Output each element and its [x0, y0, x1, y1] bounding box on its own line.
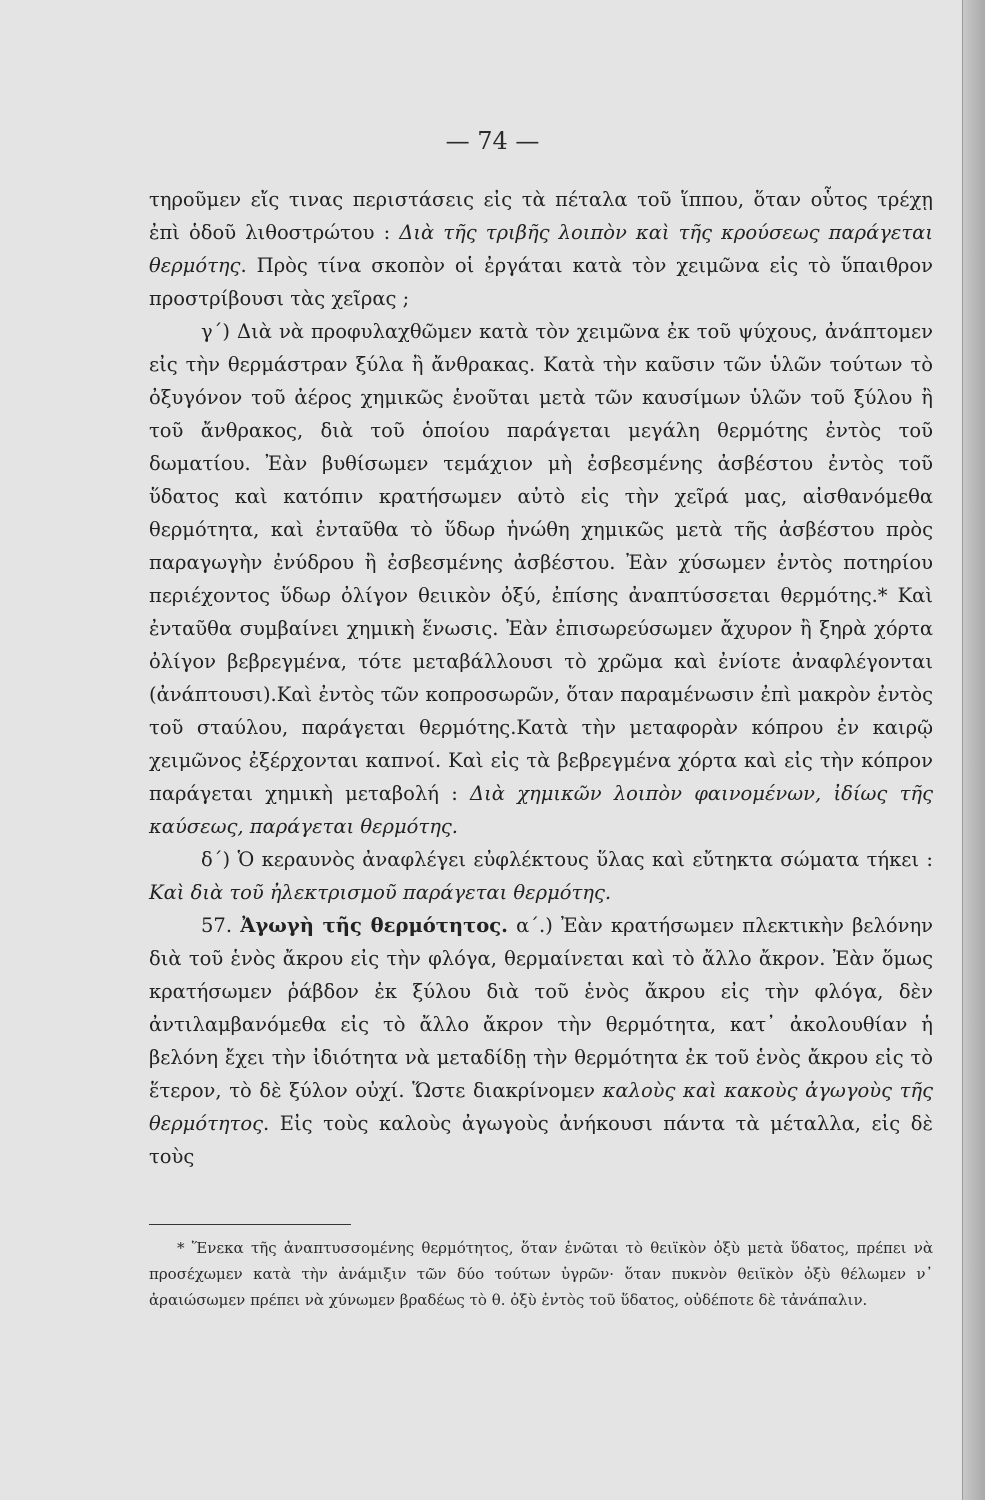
paragraph-2: [149, 315, 933, 843]
paragraph-4-text-end: . Εἰς τοὺς καλοὺς ἀγωγοὺς ἀνήκουσι πάντα τὰ μέταλλα, εἰς δὲ τοὺς: [149, 1112, 933, 1168]
section-number: 57.: [201, 914, 241, 937]
paragraph-2-italic: Διὰ χημικῶν λοιπὸν φαινομένων, ἰδίως τῆς καύσεως, παράγεται θερμότης.: [149, 782, 933, 838]
paragraph-3: [149, 843, 933, 909]
paragraph-4-italic: καλοὺς καὶ κακοὺς ἀγωγοὺς τῆς θερμότητος: [149, 1079, 933, 1135]
page-edge-shadow: [962, 0, 985, 1500]
paragraph-1-italic: Διὰ τῆς τριβῆς λοιπὸν καὶ τῆς κρούσεως παράγεται θερμότης: [149, 221, 933, 277]
footnote-divider: [149, 1224, 351, 1225]
footnote: * Ἕνεκα τῆς ἀναπτυσσομένης θερμότητος, ὅταν ἑνῶται τὸ θειϊκὸν ὀξὺ μετὰ ὕδατος, πρέπει νὰ προσέχωμεν κατὰ τὴν ἀνάμιξιν τῶν δύο τούτων ὑγρῶν· ὅταν πυκνὸν θειϊκὸν ὀξὺ θέλωμεν ν᾽ ἀραιώσωμεν πρέπει νὰ χύνωμεν βραδέως τὸ θ. ὀξὺ ἐντὸς τοῦ ὕδατος, οὐδέποτε δὲ τἀνάπαλιν.: [149, 1239, 933, 1309]
paragraph-1: [149, 183, 933, 315]
paragraph-2-text: γ΄) Διὰ νὰ προφυλαχθῶμεν κατὰ τὸν χειμῶνα ἐκ τοῦ ψύχους, ἀνάπτομεν εἰς τὴν θερμάστραν ξύλα ἢ ἄνθρακας. Κατὰ τὴν καῦσιν τῶν ὑλῶν τούτων τὸ ὀξυγόνον τοῦ ἀέρος χημικῶς ἑνοῦται μετὰ τῶν καυσίμων ὑλῶν τοῦ ξύλου ἢ τοῦ ἄνθρακος, διὰ τοῦ ὁποίου παράγεται μεγάλη θερμότης ἐντὸς τοῦ δωματίου. Ἐὰν βυθίσωμεν τεμάχιον μὴ ἐσβεσμένης ἀσβέστου ἐντὸς τοῦ ὕδατος καὶ κατόπιν κρατήσωμεν αὐτὸ εἰς τὴν χεῖρά μας, αἰσθανόμεθα θερμότητα, καὶ ἐνταῦθα τὸ ὕδωρ ἡνώθη χημικῶς μετὰ τῆς ἀσβέστου πρὸς παραγωγὴν ἐνύδρου ἢ ἐσβεσμένης ἀσβέστου. Ἐὰν χύσωμεν ἐντὸς ποτηρίου περιέχοντος ὕδωρ ὀλίγον θειικὸν ὀξύ, ἐπίσης ἀναπτύσσεται θερμότης.* Καὶ ἐνταῦθα συμβαίνει χημικὴ ἕνωσις. Ἐὰν ἐπισωρεύσωμεν ἄχυρον ἢ ξηρὰ χόρτα ὀλίγον βεβρεγμένα, τότε μεταβάλλουσι τὸ χρῶμα καὶ ἐνίοτε ἀναφλέγονται (ἀνάπτουσι).Καὶ ἐντὸς τῶν κοπροσωρῶν, ὅταν παραμένωσιν ἐπὶ μακρὸν ἐντὸς τοῦ σταύλου, παράγεται θερμότης.Κατὰ τὴν μεταφορὰν κόπρου ἐν καιρῷ χειμῶνος ἐξέρχονται καπνοί. Καὶ εἰς τὰ βεβρεγμένα χόρτα καὶ εἰς τὴν κόπρον παράγεται χημικὴ μεταβολή :: [149, 320, 933, 805]
paragraph-4: [149, 909, 933, 1173]
paragraph-3-italic: Καὶ διὰ τοῦ ἠλεκτρισμοῦ παράγεται θερμότης.: [149, 881, 612, 904]
paragraph-1-text-end: . Πρὸς τίνα σκοπὸν οἱ ἐργάται κατὰ τὸν χειμῶνα εἰς τὸ ὕπαιθρον προστρίβουσι τὰς χεῖρας ;: [149, 254, 933, 310]
paragraph-1-text: τηροῦμεν εἴς τινας περιστάσεις εἰς τὰ πέταλα τοῦ ἵππου, ὅταν οὗτος τρέχῃ ἐπὶ ὁδοῦ λιθοστρώτου :: [149, 188, 933, 244]
page-number: — 74 —: [445, 127, 540, 155]
paragraph-4-text: α΄.) Ἐὰν κρατήσωμεν πλεκτικὴν βελόνην διὰ τοῦ ἑνὸς ἄκρου εἰς τὴν φλόγα, θερμαίνεται καὶ τὸ ἄλλο ἄκρον. Ἐὰν ὅμως κρατήσωμεν ῥάβδον ἐκ ξύλου διὰ τοῦ ἑνὸς ἄκρου εἰς τὴν φλόγα, δὲν ἀντιλαμβανόμεθα εἰς τὸ ἄλλο ἄκρον τὴν θερμότητα, κατ᾽ ἀκολουθίαν ἡ βελόνη ἔχει τὴν ἰδιότητα νὰ μεταδίδῃ τὴν θερμότητα ἐκ τοῦ ἑνὸς ἄκρου εἰς τὸ ἕτερον, τὸ δὲ ξύλον οὐχί. Ὥστε διακρίνομεν: [149, 914, 933, 1102]
body-text: [149, 183, 933, 1173]
section-heading: Ἀγωγὴ τῆς θερμότητος.: [240, 914, 508, 937]
paragraph-3-text: δ΄) Ὁ κεραυνὸς ἀναφλέγει εὐφλέκτους ὕλας καὶ εὔτηκτα σώματα τήκει :: [201, 848, 933, 871]
